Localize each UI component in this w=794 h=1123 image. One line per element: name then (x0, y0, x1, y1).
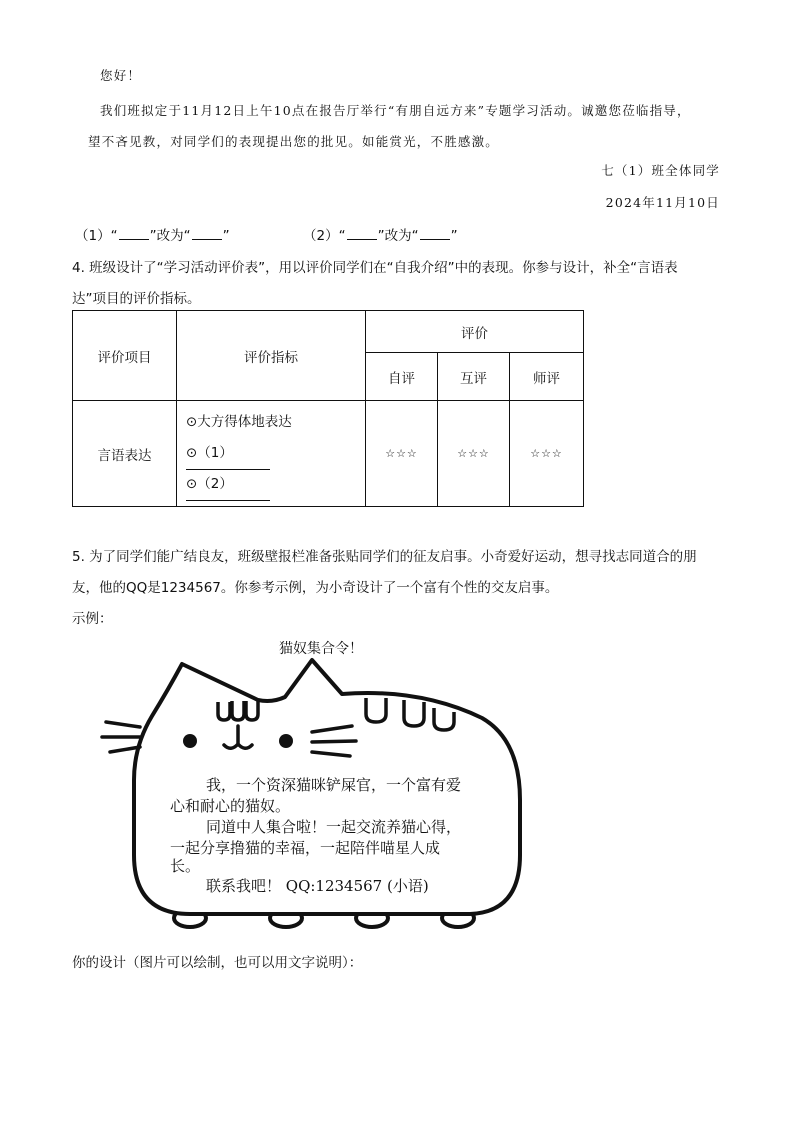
indicator-1: ⊙大方得体地表达 (186, 414, 292, 430)
correction-1-mid: ”改为“ (149, 228, 191, 244)
correction-1-prefix: （1）“ (75, 228, 118, 244)
header-eval-indicator: 评价指标 (177, 311, 366, 401)
letter-signature: 七（1）班全体同学 (601, 163, 720, 178)
q5-line2: 友，他的QQ是1234567。你参考示例，为小奇设计了一个富有个性的交友启事。 (72, 580, 559, 596)
correction-2-suffix: ” (450, 228, 458, 244)
cat-eye-right (279, 734, 293, 748)
poster-p1-line2: 心和耐心的猫奴。 (170, 797, 291, 815)
header-self-eval: 自评 (366, 353, 438, 401)
poster-contact: 联系我吧！ QQ:1234567 (小语) (206, 877, 429, 895)
cat-whisker-l1 (106, 722, 140, 727)
q5-line1: 5. 为了同学们能广结良友，班级壁报栏准备张贴同学们的征友启事。小奇爱好运动，想寻找志同道合的朋 (72, 549, 697, 565)
rating-peer[interactable]: ☆☆☆ (438, 401, 510, 507)
q4-line2: 达”项目的评价指标。 (72, 291, 201, 307)
row-item-speech: 言语表达 (73, 401, 177, 507)
q5-example-label: 示例： (72, 611, 113, 627)
header-peer-eval: 互评 (438, 353, 510, 401)
indicator-3-blank[interactable]: ⊙（2） (186, 469, 270, 501)
indicator-2-blank[interactable]: ⊙（1） (186, 438, 270, 470)
cat-eye-left (183, 734, 197, 748)
poster-p2-line2: 一起分享撸猫的幸福，一起陪伴喵星人成 (170, 839, 441, 857)
correction-2-mid: ”改为“ (377, 228, 419, 244)
poster-p1-line1: 我，一个资深猫咪铲屎官，一个富有爱 (206, 776, 462, 794)
correction-1-suffix: ” (222, 228, 230, 244)
poster-p2-line1: 同道中人集合啦！一起交流养猫心得， (206, 818, 462, 836)
letter-date: 2024年11月10日 (605, 195, 720, 210)
letter-body-line2: 望不吝见教，对同学们的表现提出您的批见。如能赏光，不胜感激。 (88, 134, 500, 149)
cat-whisker-r2 (312, 741, 356, 742)
correction-2-prefix: （2）“ (303, 228, 346, 244)
header-teacher-eval: 师评 (510, 353, 584, 401)
poster-title: 猫奴集合令！ (279, 641, 363, 657)
header-eval: 评价 (366, 311, 584, 353)
q4-line1: 4. 班级设计了“学习活动评价表”，用以评价同学们在“自我介绍”中的表现。你参与设计，补全“言语表 (72, 260, 678, 276)
rating-teacher[interactable]: ☆☆☆ (510, 401, 584, 507)
header-eval-item: 评价项目 (73, 311, 177, 401)
letter-greeting: 您好！ (100, 68, 142, 83)
letter-body-line1: 我们班拟定于11月12日上午10点在报告厅举行“有朋自远方来”专题学习活动。诚邀您莅临指导， (100, 103, 691, 118)
q5-your-design: 你的设计（图片可以绘制，也可以用文字说明）： (72, 955, 363, 971)
rating-self[interactable]: ☆☆☆ (366, 401, 438, 507)
poster-p2-line3: 长。 (170, 857, 201, 875)
